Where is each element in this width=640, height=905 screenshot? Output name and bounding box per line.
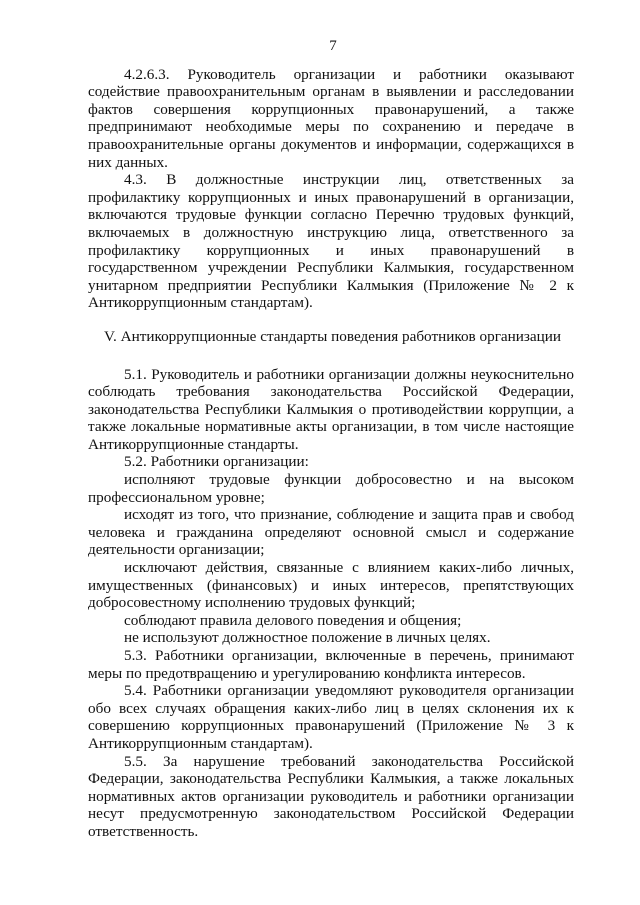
paragraph-5-1: 5.1. Руководитель и работники организации должны неукоснительно соблюдать требования законодательства Российской Федерации, законодательства Республики Калмыкия о противодействии коррупции, а также локальные нормативные акты организации, в том числе настоящие Антикоррупционные стандарты. <box>88 365 574 453</box>
list-item: не используют должностное положение в личных целях. <box>124 629 491 647</box>
paragraph-5-4: 5.4. Работники организации уведомляют руководителя организации обо всех случаях обращения каких-либо лиц в целях склонения их к совершению коррупционных правонарушений (Приложение № 3 к Антикоррупционным стандартам). <box>88 682 574 752</box>
paragraph-5-3: 5.3. Работники организации, включенные в перечень, принимают меры по предотвращению и урегулированию конфликта интересов. <box>88 647 574 682</box>
page-number: 7 <box>329 38 337 54</box>
list-item: исходят из того, что признание, соблюдение и защита прав и свобод человека и гражданина определяют основной смысл и содержание деятельности организации; <box>88 506 574 559</box>
paragraph-4-2-6-3: 4.2.6.3. Руководитель организации и работники оказывают содействие правоохранительным органам в выявлении и расследовании фактов совершения коррупционных правонарушений, а также предпринимают необходимые меры по сохранению и передаче в правоохранительные органы документов и информации, содержащихся в них данных. <box>88 65 574 171</box>
list-item: исполняют трудовые функции добросовестно и на высоком профессиональном уровне; <box>88 471 574 506</box>
paragraph-5-2: 5.2. Работники организации: <box>124 453 309 471</box>
list-item: соблюдают правила делового поведения и общения; <box>124 611 462 629</box>
paragraph-4-3: 4.3. В должностные инструкции лиц, ответственных за профилактику коррупционных и иных правонарушений в организации, включаются трудовые функции согласно Перечню трудовых функций, включаемых в должностную инструкцию лица, ответственного за профилактику коррупционных и иных правонарушений в государственном учреждении Республики Калмыкия, государственном унитарном предприятии Республики Калмыкия (Приложение № 2 к Антикоррупционным стандартам). <box>88 171 574 312</box>
paragraph-5-5: 5.5. За нарушение требований законодательства Российской Федерации, законодательства Республики Калмыкия, а также локальных нормативных актов организации руководитель и работники организации несут предусмотренную законодательством Российской Федерации ответственность. <box>88 752 574 840</box>
list-item: исключают действия, связанные с влиянием каких-либо личных, имущественных (финансовых) и иных интересов, препятствующих добросовестному исполнению трудовых функций; <box>88 559 574 612</box>
section-heading: V. Антикоррупционные стандарты поведения работников организации <box>104 327 562 345</box>
document-page <box>88 38 574 841</box>
